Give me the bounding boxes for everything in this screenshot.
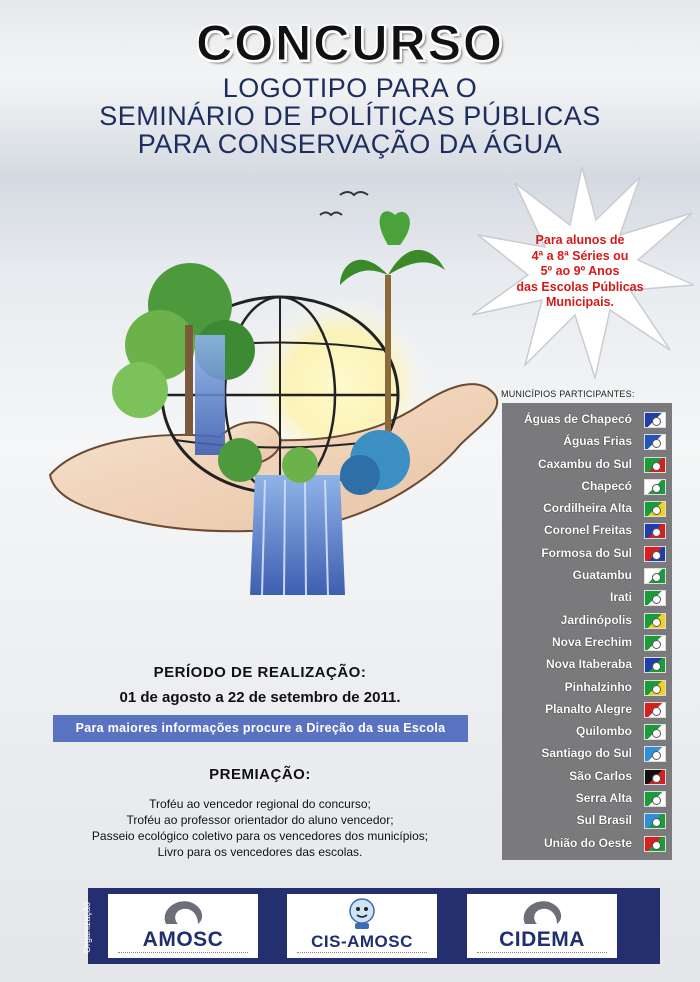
municipality-flag-icon: [644, 613, 666, 629]
municipality-flag-icon: [644, 546, 666, 562]
amosc-logo: [108, 894, 258, 958]
prize-item: Troféu ao professor orientador do aluno vencedor;: [126, 813, 394, 827]
municipality-flag-icon: [644, 590, 666, 606]
municipality-row: [502, 743, 672, 765]
flag-crest-icon: [652, 662, 661, 671]
municipality-row: [502, 409, 672, 431]
municipalities-heading: MUNICÍPIOS PARTICIPANTES:: [501, 389, 635, 399]
municipality-row: [502, 565, 672, 587]
municipality-flag-icon: [644, 479, 666, 495]
prizes-label: PREMIAÇÃO:: [209, 766, 311, 783]
prizes-list: [20, 796, 500, 860]
cis-amosc-logo-text: CIS-AMOSC: [311, 932, 413, 951]
flag-crest-icon: [652, 818, 661, 827]
mascot-icon: [345, 896, 379, 930]
municipality-name: Santiago do Sul: [541, 746, 632, 761]
municipality-row: [502, 833, 672, 855]
municipality-flag-icon: [644, 501, 666, 517]
municipality-name: Jardinópolis: [560, 612, 632, 627]
municipality-name: Nova Itaberaba: [545, 657, 632, 672]
municipality-row: [502, 632, 672, 654]
audience-line: das Escolas Públicas: [516, 279, 644, 294]
municipality-name: Cordilheira Alta: [543, 501, 632, 516]
municipalities-list: [502, 403, 672, 860]
municipality-row: [502, 766, 672, 788]
municipality-row: [502, 498, 672, 520]
municipality-row: [502, 654, 672, 676]
amosc-emblem-icon: [158, 898, 208, 926]
hand-globe-illustration: [40, 175, 510, 615]
municipality-name: Coronel Freitas: [543, 523, 632, 538]
municipality-flag-icon: [644, 680, 666, 696]
municipality-row: [502, 587, 672, 609]
amosc-logo-text: AMOSC: [142, 928, 224, 951]
municipality-flag-icon: [644, 523, 666, 539]
cidema-emblem-icon: [517, 898, 567, 926]
flag-crest-icon: [652, 685, 661, 694]
municipality-name: Quilombo: [576, 724, 632, 739]
municipality-row: [502, 543, 672, 565]
cidema-logo: [467, 894, 617, 958]
municipality-name: Planalto Alegre: [545, 701, 632, 716]
flag-crest-icon: [652, 707, 661, 716]
period-label: PERÍODO DE REALIZAÇÃO:: [153, 664, 367, 681]
flag-crest-icon: [652, 640, 661, 649]
audience-line: Para alunos de: [535, 233, 625, 247]
municipality-name: Caxambu do Sul: [537, 456, 632, 471]
flag-crest-icon: [652, 551, 661, 560]
subtitle-line-2: SEMINÁRIO DE POLÍTICAS PÚBLICAS: [99, 101, 601, 131]
municipality-name: Águas de Chapecó: [523, 412, 632, 426]
audience-line: 5º ao 9º Anos: [540, 264, 620, 278]
municipality-flag-icon: [644, 702, 666, 718]
flag-crest-icon: [652, 484, 661, 493]
flag-crest-icon: [652, 618, 661, 627]
municipality-name: Chapecó: [581, 478, 632, 493]
municipality-row: [502, 431, 672, 453]
subtitle-line-1: LOGOTIPO PARA O: [222, 73, 478, 103]
municipality-row: [502, 721, 672, 743]
municipality-flag-icon: [644, 769, 666, 785]
municipality-name: Nova Erechim: [551, 634, 632, 649]
municipality-flag-icon: [644, 836, 666, 852]
flag-crest-icon: [652, 729, 661, 738]
period-dates: 01 de agosto a 22 de setembro de 2011.: [119, 689, 401, 706]
municipality-row: [502, 610, 672, 632]
municipality-flag-icon: [644, 568, 666, 584]
municipality-name: Irati: [609, 590, 632, 605]
cis-amosc-logo: [287, 894, 437, 958]
flag-crest-icon: [652, 841, 661, 850]
municipality-row: [502, 677, 672, 699]
municipality-row: [502, 699, 672, 721]
cidema-logo-text: CIDEMA: [499, 928, 585, 951]
municipality-flag-icon: [644, 746, 666, 762]
flag-crest-icon: [652, 573, 661, 582]
contest-title: CONCURSO: [196, 15, 504, 71]
flag-crest-icon: [652, 774, 661, 783]
prize-item: Troféu ao vencedor regional do concurso;: [149, 797, 371, 811]
municipality-row: [502, 810, 672, 832]
prize-item: Livro para os vencedores das escolas.: [157, 845, 363, 859]
logo-fineprint: [118, 952, 248, 956]
organization-label: Organização: [82, 901, 92, 953]
flag-crest-icon: [652, 751, 661, 760]
flag-crest-icon: [652, 506, 661, 515]
audience-line: 4ª a 8ª Séries ou: [531, 248, 629, 263]
municipality-flag-icon: [644, 412, 666, 428]
logo-fineprint: [477, 952, 607, 956]
municipality-name: Sul Brasil: [576, 813, 632, 828]
municipality-name: São Carlos: [569, 768, 632, 783]
municipality-flag-icon: [644, 791, 666, 807]
target-audience-text: [495, 233, 665, 311]
flag-crest-icon: [652, 595, 661, 604]
flag-crest-icon: [652, 417, 661, 426]
municipality-name: Águas Frias: [563, 434, 632, 449]
prize-item: Passeio ecológico coletivo para os vencedores dos municípios;: [91, 829, 429, 843]
municipality-name: União do Oeste: [543, 835, 632, 850]
municipality-flag-icon: [644, 434, 666, 450]
municipality-flag-icon: [644, 635, 666, 651]
flag-crest-icon: [652, 528, 661, 537]
municipality-name: Guatambu: [572, 568, 632, 583]
municipality-flag-icon: [644, 457, 666, 473]
subtitle-line-3: PARA CONSERVAÇÃO DA ÁGUA: [137, 129, 563, 159]
municipality-flag-icon: [644, 813, 666, 829]
flag-crest-icon: [652, 439, 661, 448]
flag-crest-icon: [652, 462, 661, 471]
municipality-row: [502, 520, 672, 542]
municipality-name: Formosa do Sul: [541, 545, 632, 560]
municipality-row: [502, 476, 672, 498]
info-banner: Para maiores informações procure a Direção da sua Escola: [53, 715, 468, 742]
logo-fineprint: [297, 952, 427, 956]
audience-line: Municipais.: [545, 295, 615, 309]
municipality-row: [502, 788, 672, 810]
municipality-flag-icon: [644, 657, 666, 673]
municipality-flag-icon: [644, 724, 666, 740]
municipality-name: Serra Alta: [575, 791, 632, 806]
municipality-name: Pinhalzinho: [564, 679, 632, 694]
municipality-row: [502, 454, 672, 476]
flag-crest-icon: [652, 796, 661, 805]
